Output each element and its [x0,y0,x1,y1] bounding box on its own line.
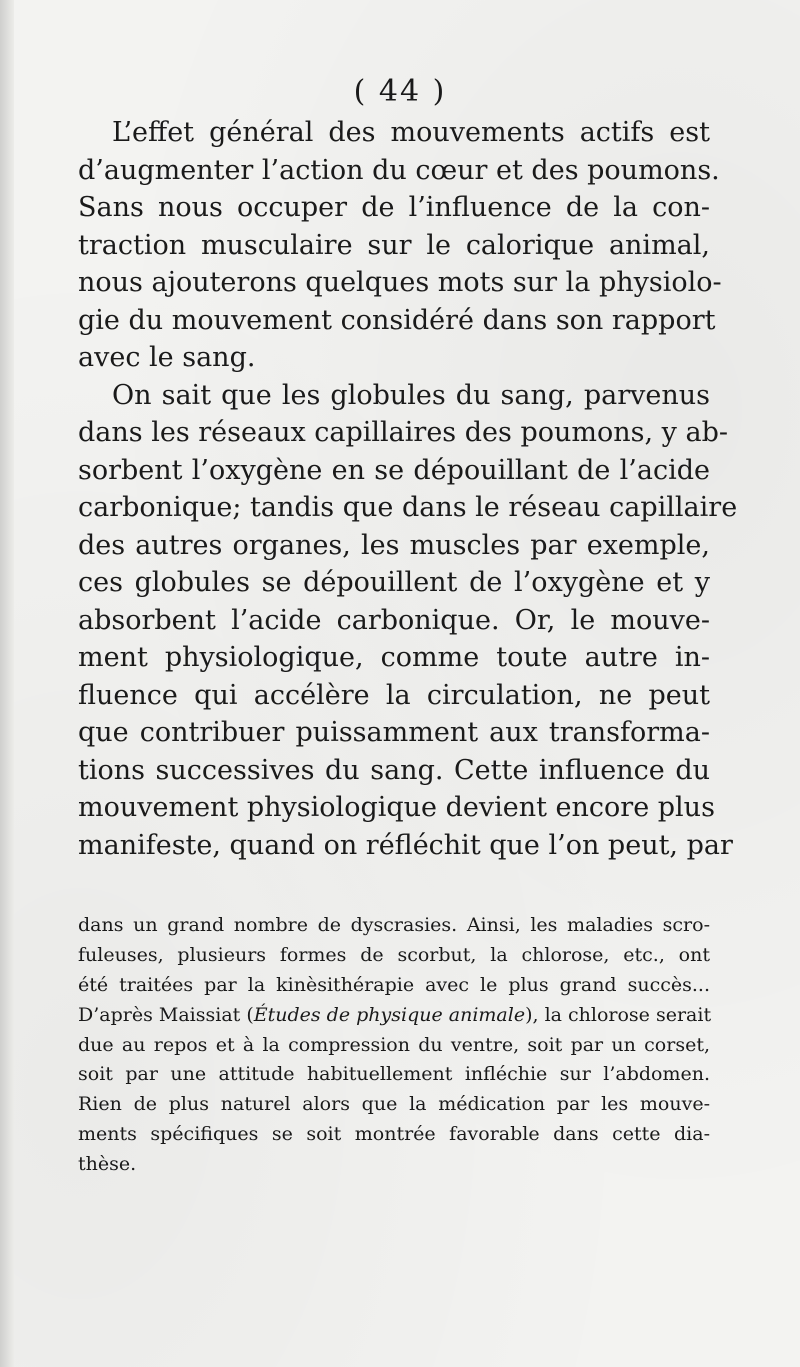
text-line: avec le sang. [78,342,256,373]
text-line: absorbent l’acide carbonique. Or, le mouve- [78,604,710,636]
text-line: sorbent l’oxygène en se dépouillant de l’acide [78,454,710,486]
text-line: manifeste, quand on réfléchit que l’on peut, par [78,829,733,861]
footnote-line: thèse. [78,1153,137,1176]
text-line: traction musculaire sur le calorique animal, [78,229,710,261]
cited-work-title: Études de physique animale [253,1003,526,1026]
text-line: d’augmenter l’action du cœur et des poumons. [78,154,720,186]
text-line: que contribuer puissamment aux transforma- [78,717,710,748]
text-line: On sait que les globules du sang, parvenus [112,379,710,411]
text-line: fluence qui accélère la circulation, ne peut [78,679,710,711]
footnote-line: dans un grand nombre de dyscrasies. Ainsi, les maladies scro- [78,914,710,936]
footnote-line: ments spécifiques se soit montrée favorable dans cette dia- [78,1123,710,1146]
footnote-line: été traitées par la kinèsithérapie avec le plus grand succès... [78,973,710,996]
text-line: dans les réseaux capillaires des poumons, y ab- [78,417,728,448]
text-line: ment physiologique, comme toute autre in- [78,642,710,673]
text-line: ces globules se dépouillent de l’oxygène et y [78,567,710,598]
page-gutter-shadow [0,0,14,1367]
footnote-line: Rien de plus naturel alors que la médication par les mouve- [78,1093,710,1116]
footnote-text: D’après Maissiat ( [78,1003,254,1026]
footnote-line-citation [78,1001,710,1031]
footnote [78,911,710,1180]
page-number: ( 44 ) [353,74,447,109]
text-line: des autres organes, les muscles par exemple, [78,529,710,561]
footnote-line: due au repos et à la compression du ventre, soit par un corset, [78,1033,710,1056]
footnote-line: soit par une attitude habituellement infléchie sur l’abdomen. [78,1063,710,1086]
text-line: nous ajouterons quelques mots sur la physiolo- [78,267,722,298]
text-line: L’effet général des mouvements actifs est [112,117,710,148]
text-line: tions successives du sang. Cette influence du [78,754,710,786]
footnote-line: fuleuses, plusieurs formes de scorbut, la chlorose, etc., ont [78,943,710,966]
text-line: Sans nous occuper de l’influence de la con- [78,192,710,223]
text-line: mouvement physiologique devient encore plus [78,792,715,823]
footnote-text: ), la chlorose serait [525,1003,712,1026]
text-line: carbonique; tandis que dans le réseau capillaire [78,492,738,523]
text-line: gie du mouvement considéré dans son rapport [78,304,716,336]
main-text [78,114,738,864]
